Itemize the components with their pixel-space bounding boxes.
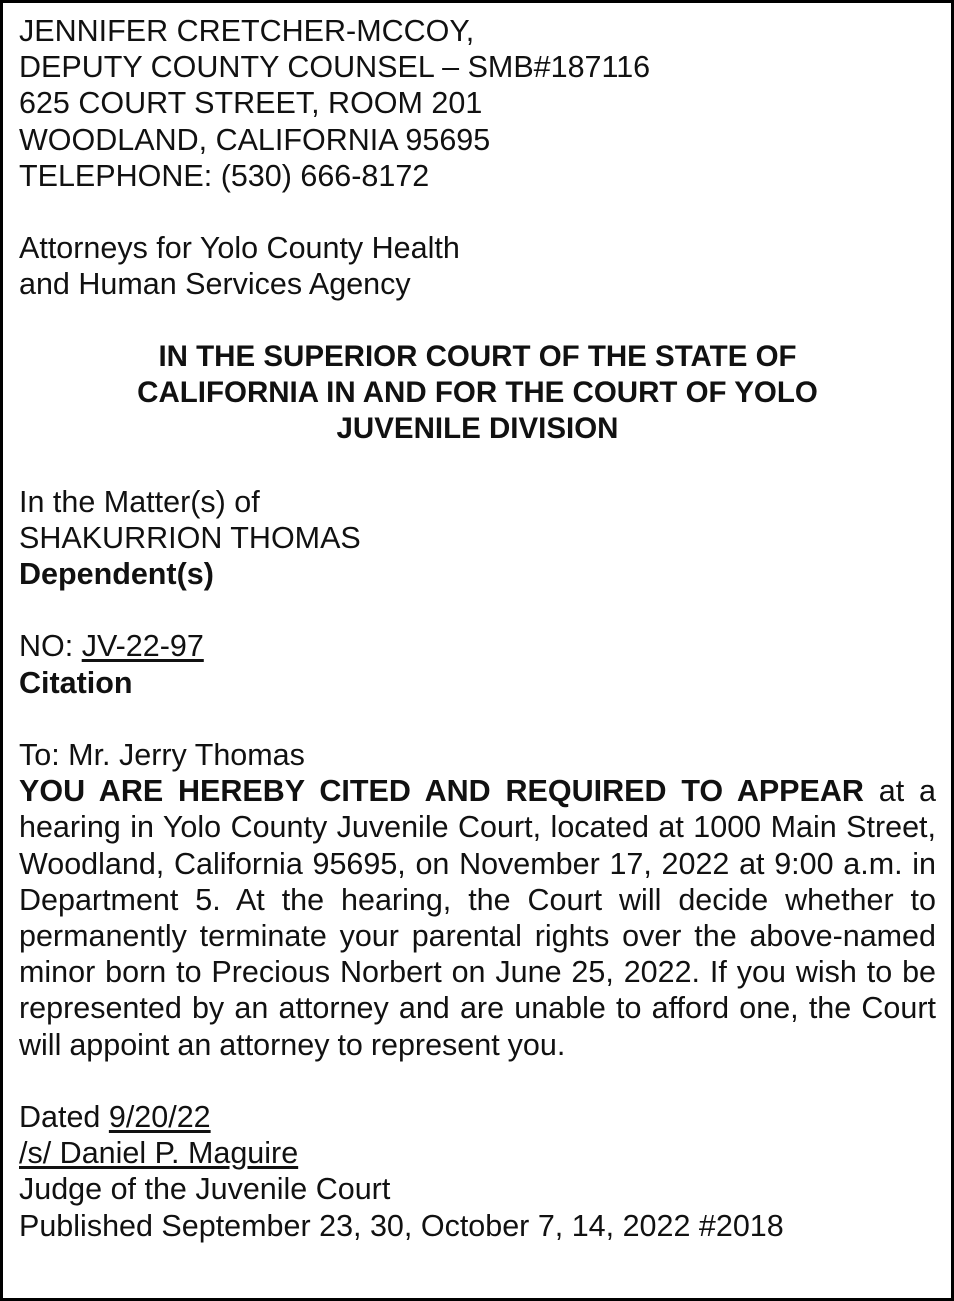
address-line-1: 625 COURT STREET, ROOM 201	[19, 86, 483, 121]
case-number-line	[19, 628, 936, 664]
case-number-label: NO:	[19, 629, 82, 664]
matter-intro: In the Matter(s) of	[19, 484, 260, 519]
dated-value: 9/20/22	[108, 1100, 211, 1134]
dated-line	[19, 1099, 936, 1135]
addressee: To: Mr. Jerry Thomas	[19, 737, 305, 772]
court-line-1: IN THE SUPERIOR COURT OF THE STATE OF	[158, 339, 797, 373]
attorneys-for	[19, 230, 936, 302]
matter-block	[19, 484, 936, 593]
spacer	[19, 701, 936, 737]
citation-paragraph	[19, 773, 936, 1063]
case-number: JV-22-97	[81, 629, 204, 664]
attorney-name: JENNIFER CRETCHER-MCCOY,	[19, 14, 475, 48]
telephone: TELEPHONE: (530) 666-8172	[19, 158, 430, 193]
citation-text: at a hearing in Yolo County Juvenile Court, located at 1000 Main Street, Woodland, California 95695, on November 17, 2022 at 9:00 a.m. in Department 5. At the hearing, the Court will decide whether to permanently terminate your parental rights over the above-named minor born to Precious Norbert on June 25, 2022. If you wish to be represented by an attorney and are unable to afford one, the Court will appoint an attorney to represent you.	[19, 774, 936, 1062]
spacer	[19, 194, 936, 230]
matter-name: SHAKURRION THOMAS	[19, 520, 361, 555]
dated-label: Dated	[19, 1100, 109, 1134]
publication-dates: Published September 23, 30, October 7, 14, 2022 #2018	[19, 1208, 784, 1243]
spacer	[19, 303, 936, 339]
spacer	[19, 592, 936, 628]
attorney-title-bar: DEPUTY COUNTY COUNSEL – SMB#187116	[19, 50, 651, 85]
citation-body	[19, 737, 936, 1063]
judge-signature: /s/ Daniel P. Maguire	[19, 1136, 299, 1171]
signature-block	[19, 1099, 936, 1244]
case-block	[19, 628, 936, 700]
spacer	[19, 447, 936, 483]
attorneys-for-line-1: Attorneys for Yolo County Health	[19, 231, 460, 266]
spacer	[19, 1063, 936, 1099]
document-type: Citation	[19, 665, 133, 700]
court-caption	[19, 339, 936, 448]
matter-role: Dependent(s)	[19, 557, 214, 591]
court-line-2: CALIFORNIA IN AND FOR THE COURT OF YOLO	[137, 376, 818, 409]
judge-title: Judge of the Juvenile Court	[19, 1172, 391, 1207]
address-line-2: WOODLAND, CALIFORNIA 95695	[19, 122, 491, 157]
court-line-3: JUVENILE DIVISION	[336, 412, 619, 446]
attorney-header	[19, 13, 936, 194]
attorneys-for-line-2: and Human Services Agency	[19, 267, 411, 302]
citation-lead: YOU ARE HEREBY CITED AND REQUIRED TO APPEAR	[19, 774, 864, 809]
